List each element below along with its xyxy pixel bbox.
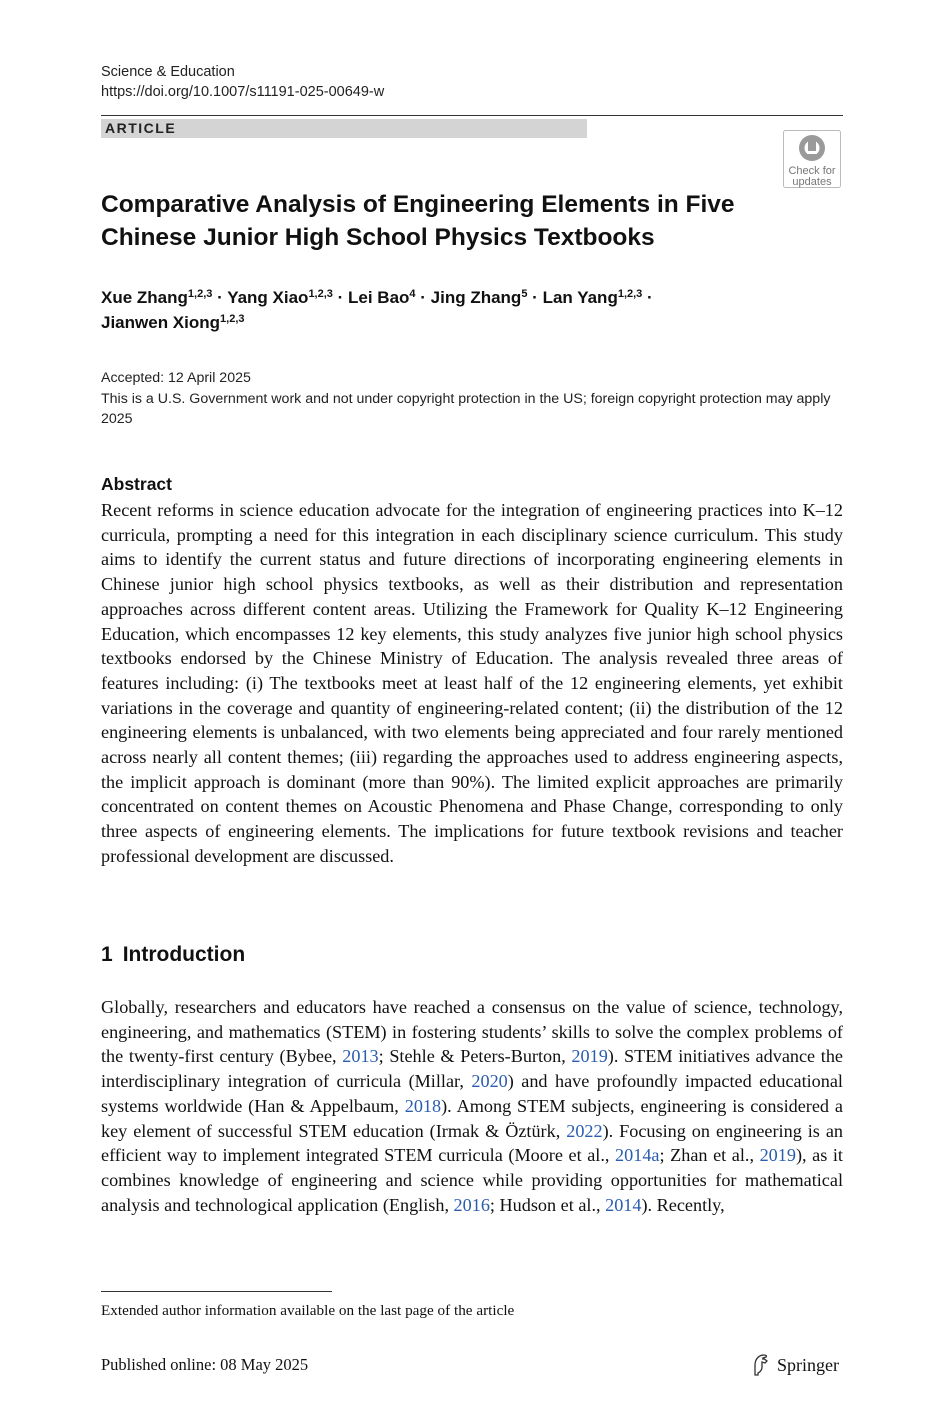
body-text: Globally, researchers and educators have reached a consensus on the value of science, technology, engineering, and mathematics (STEM) in fostering students’ skills to solve the complex problems of the twenty-first century (Bybee, xyxy=(101,997,843,1067)
body-text: ) and have profoundly impacted educational systems worldwide (Han & Appelbaum, xyxy=(101,1071,843,1116)
footnote: Extended author information available on the last page of the article xyxy=(101,1302,515,1319)
author-name[interactable]: Yang Xiao$^{1,2,3}$ xyxy=(227,288,333,307)
body-text: ; Hudson et al., xyxy=(489,1194,606,1215)
author-affiliation: 1,2,3 xyxy=(308,288,333,300)
author-separator: · xyxy=(415,288,431,307)
citation-link[interactable]: 2018 xyxy=(404,1095,442,1116)
citation-link[interactable]: 2016 xyxy=(453,1194,490,1215)
author-separator: · xyxy=(212,288,228,307)
body-text: ). Recently, xyxy=(641,1194,725,1215)
author-affiliation: 1,2,3 xyxy=(220,313,245,325)
citation-link[interactable]: 2019 xyxy=(759,1145,796,1166)
author-name[interactable]: Jing Zhang$^5$ xyxy=(430,288,528,307)
footnote-rule xyxy=(101,1291,332,1292)
published-date: Published online: 08 May 2025 xyxy=(101,1355,309,1374)
paper-title: Comparative Analysis of Engineering Elements in Five Chinese Junior High School Physics Textbooks xyxy=(101,191,735,251)
author-list xyxy=(101,285,801,335)
check-for-updates-badge[interactable] xyxy=(783,130,841,188)
author-separator: · xyxy=(332,288,349,307)
body-text: ), as it combines knowledge of engineering and science while providing opportunities for mathematical analysis and technological application (English, xyxy=(101,1145,843,1215)
header-rule xyxy=(101,115,843,116)
springer-horse-icon xyxy=(751,1353,771,1377)
check-updates-line2: updates xyxy=(792,176,832,188)
journal-header xyxy=(101,62,384,102)
accepted-date: Accepted: 12 April 2025 xyxy=(101,370,251,386)
author-affiliation: 5 xyxy=(521,288,528,300)
abstract-heading: Abstract xyxy=(101,474,172,494)
citation-link[interactable]: 2019 xyxy=(571,1046,608,1067)
section-title: Introduction xyxy=(122,943,246,966)
section-heading-introduction xyxy=(101,943,245,967)
author-name[interactable]: Jianwen Xiong$^{1,2,3}$ xyxy=(101,313,245,332)
body-text: ). Among STEM subjects, engineering is considered a key element of successful STEM education (Irmak & Öztürk, xyxy=(101,1095,843,1141)
copyright-notice: This is a U.S. Government work and not under copyright protection in the US; foreign copyright protection may apply 2025 xyxy=(101,390,831,427)
check-updates-line1: Check for xyxy=(788,165,836,177)
section-number: 1 xyxy=(101,943,113,966)
doi-link[interactable]: https://doi.org/10.1007/s11191-025-00649-w xyxy=(101,84,385,100)
article-type-bar: ARTICLE xyxy=(101,119,587,138)
author-name[interactable]: Xue Zhang$^{1,2,3}$ xyxy=(101,288,213,307)
author-separator: · xyxy=(642,288,653,307)
citation-link[interactable]: 2020 xyxy=(471,1071,508,1092)
check-for-updates-icon xyxy=(783,130,841,188)
publisher-name: Springer xyxy=(777,1354,839,1375)
article-meta xyxy=(101,368,843,430)
body-text: ). Focusing on engineering is an efficient way to implement integrated STEM curricula (Moore et al., xyxy=(101,1120,844,1166)
journal-name: Science & Education xyxy=(101,64,235,80)
author-affiliation: 4 xyxy=(409,288,416,300)
introduction-paragraph xyxy=(101,995,843,1217)
author-affiliation: 1,2,3 xyxy=(617,288,643,300)
citation-link[interactable]: 2014 xyxy=(605,1194,642,1215)
author-name[interactable]: Lan Yang$^{1,2,3}$ xyxy=(542,288,643,307)
citation-link[interactable]: 2014a xyxy=(615,1145,660,1166)
citation-link[interactable]: 2022 xyxy=(566,1120,603,1141)
author-name[interactable]: Lei Bao$^4$ xyxy=(348,288,416,307)
author-affiliation: 1,2,3 xyxy=(187,288,213,300)
body-text: ; Stehle & Peters-Burton, xyxy=(378,1046,572,1067)
citation-link[interactable]: 2013 xyxy=(342,1046,379,1067)
body-text: ). STEM initiatives advance the interdisciplinary integration of curricula (Millar, xyxy=(101,1046,843,1092)
abstract-text: Recent reforms in science education advocate for the integration of engineering practices into K–12 curricula, prompting a need for this integration in each disciplinary science curriculum. This study aims to identify the current status and future directions of incorporating engineering elements in Chinese junior high school physics textbooks, as well as their distribution and representation approaches across different content areas. Utilizing the Framework for Quality K–12 Engineering Education, which encompasses 12 key elements, this study analyzes five junior high school physics textbooks endorsed by the Chinese Ministry of Education. The analysis revealed three areas of features including: (i) The textbooks meet at least half of the 12 engineering elements, yet exhibit variations in the coverage and quantity of engineering-related content; (ii) the distribution of the 12 engineering elements is unbalanced, with two elements being appreciated and four rarely mentioned across nearly all content themes; (iii) regarding the approaches used to address engineering aspects, the implicit approach is dominant (more than 90%). The limited explicit approaches are primarily concentrated on content themes on Acoustic Phenomena and Phase Change, corresponding to only three aspects of engineering elements. The implications for future textbook revisions and teacher professional development are discussed. xyxy=(101,500,843,866)
body-text: ; Zhan et al., xyxy=(659,1145,760,1166)
springer-logo[interactable] xyxy=(751,1353,839,1377)
author-separator: · xyxy=(527,288,543,307)
